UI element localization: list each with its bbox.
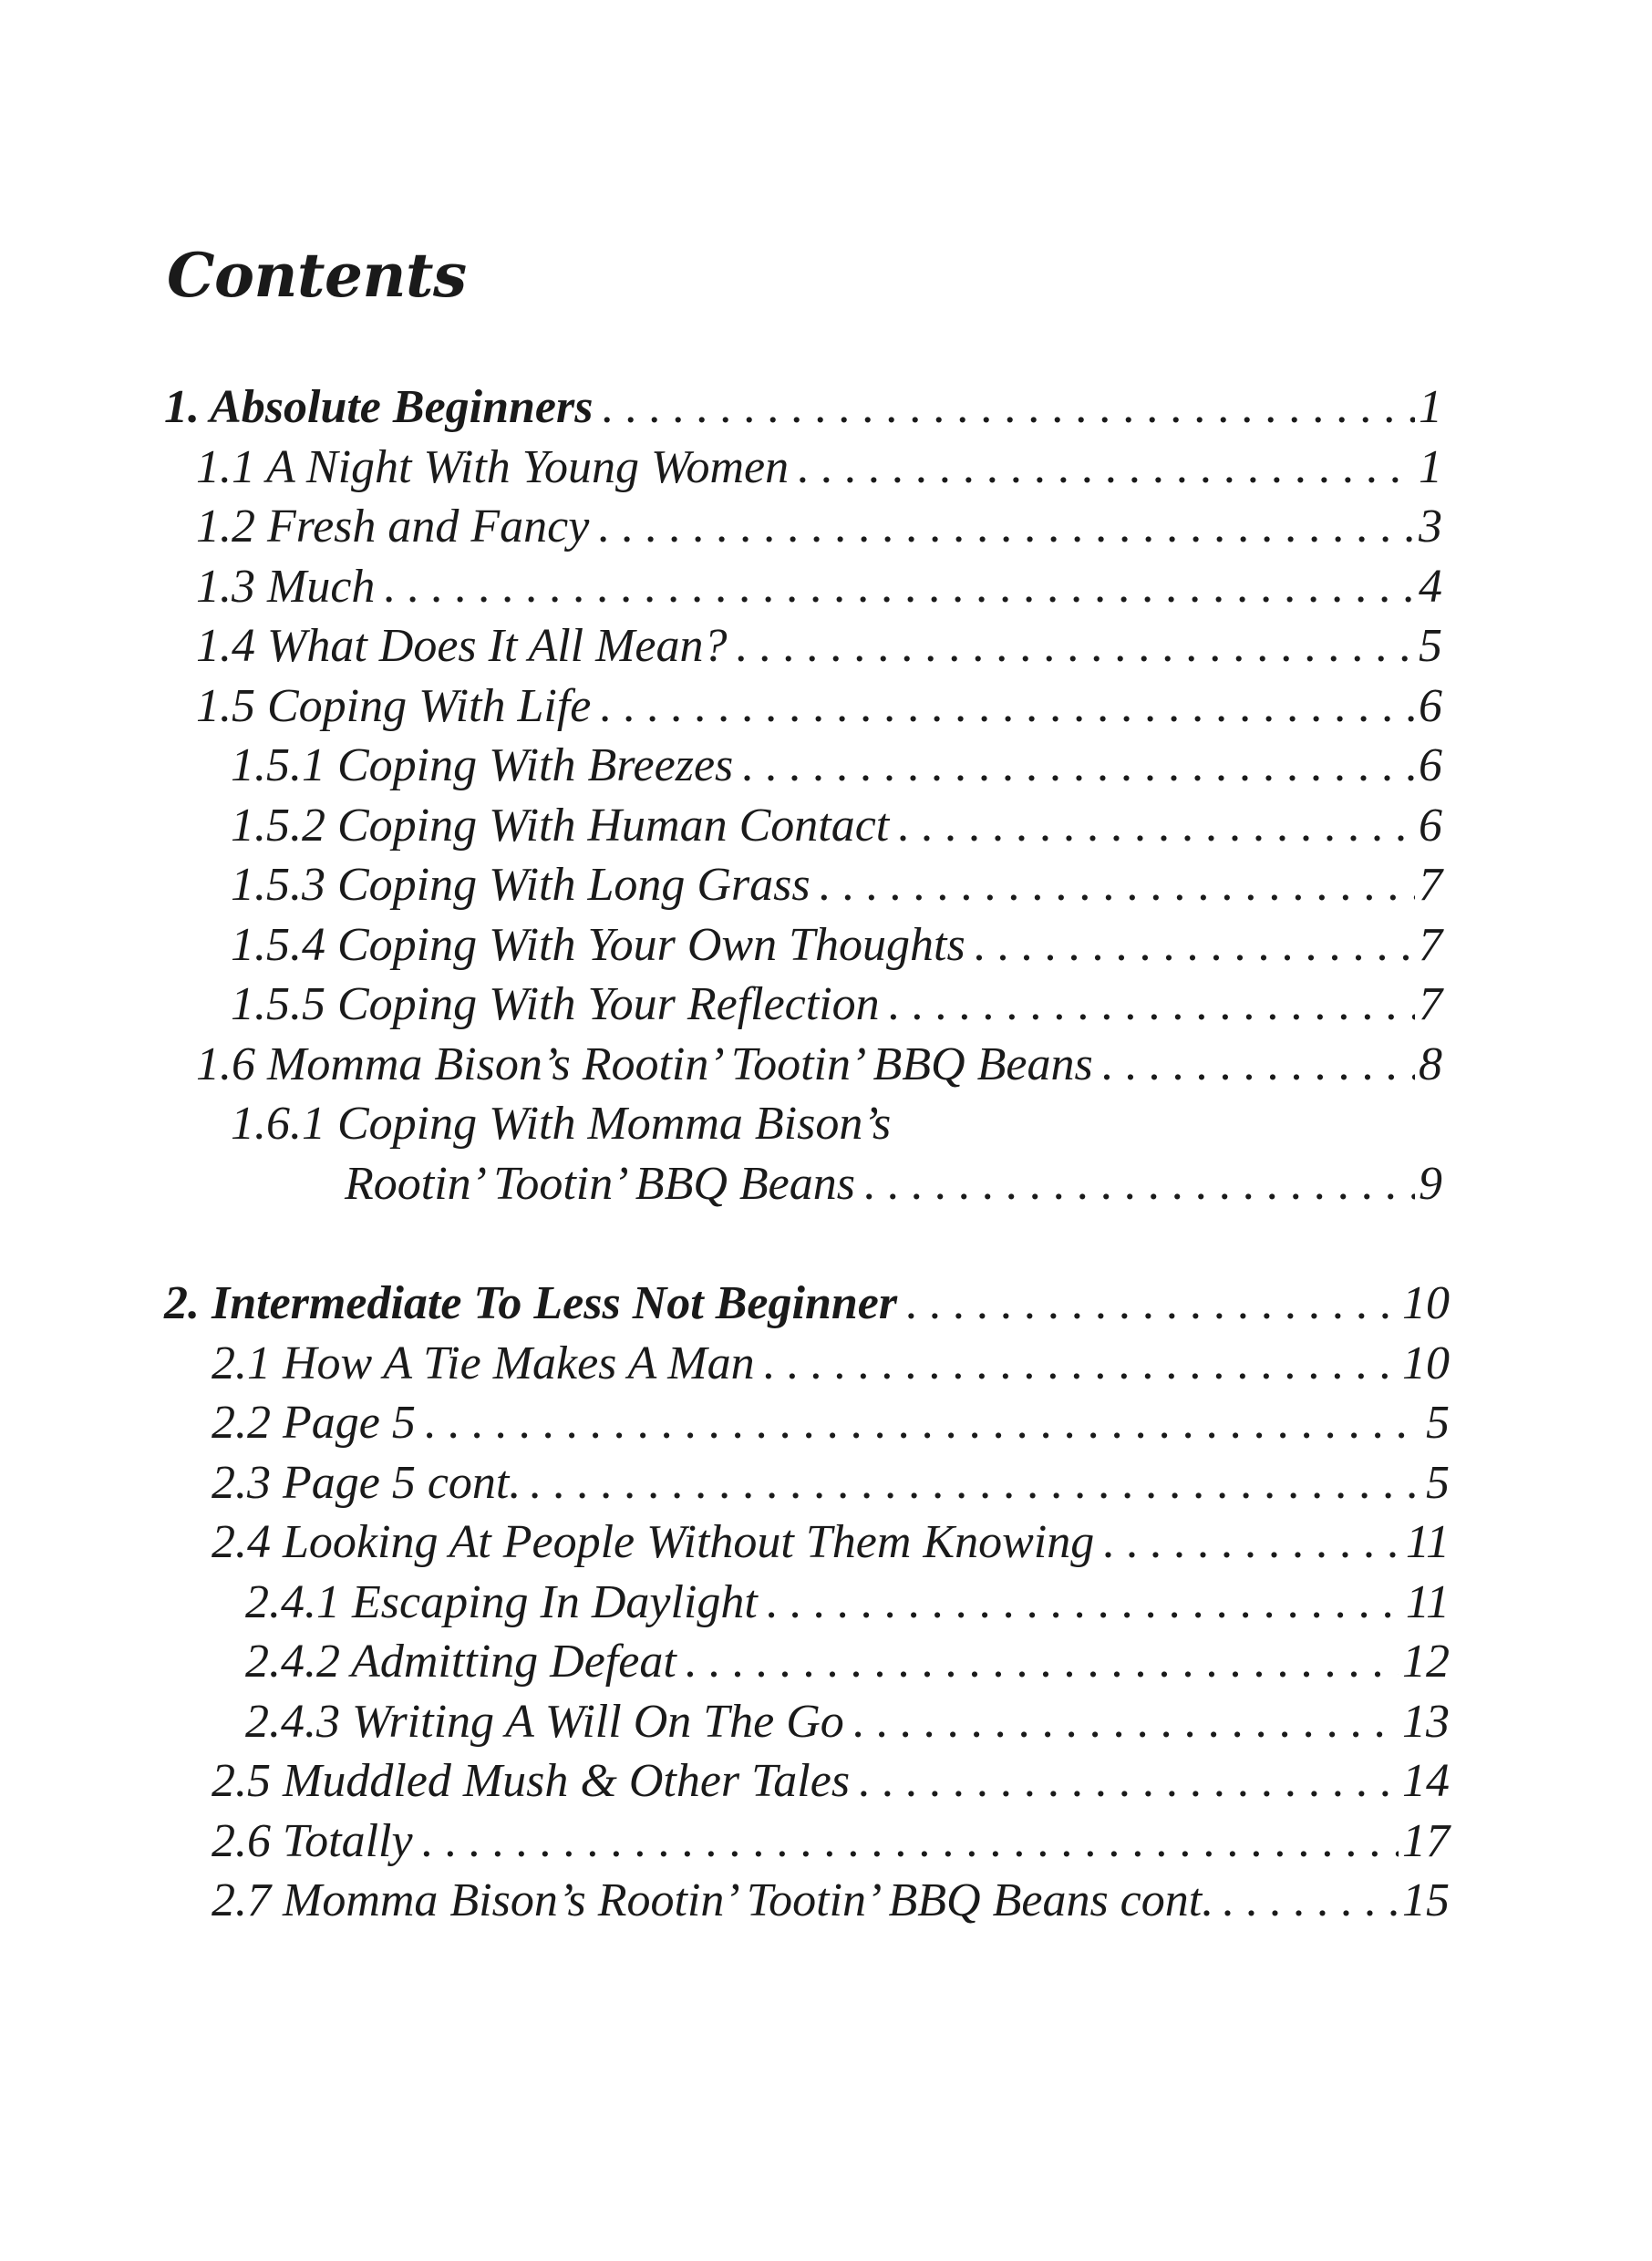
dot-leader: [1103, 1512, 1402, 1573]
dot-leader: [600, 676, 1415, 737]
toc-entry[interactable]: [0, 1453, 1450, 1513]
toc-page-number: 11: [1405, 1575, 1450, 1628]
toc-entry[interactable]: [0, 616, 1442, 676]
toc-entry-label: 2. Intermediate To Less Not Beginner: [164, 1277, 898, 1329]
toc-entry[interactable]: [0, 438, 1442, 498]
toc-page-number: 17: [1402, 1814, 1450, 1867]
toc-entry-label: 1.5.1 Coping With Breezes: [231, 739, 734, 791]
toc-entry-label: 2.6 Totally: [212, 1814, 413, 1867]
toc-entry-label: 2.3 Page 5 cont.: [212, 1456, 521, 1509]
toc-entry-label: 1.5 Coping With Life: [196, 679, 592, 732]
toc-entry-label: 1.5.5 Coping With Your Reflection: [231, 978, 880, 1030]
toc-entry[interactable]: [0, 1334, 1450, 1394]
dot-leader: [422, 1812, 1399, 1872]
toc-page-number: 8: [1419, 1038, 1442, 1090]
toc-page-number: 15: [1402, 1874, 1450, 1926]
dot-leader: [906, 1274, 1399, 1334]
toc-entry-label: 2.4.3 Writing A Will On The Go: [245, 1695, 844, 1748]
toc-entry[interactable]: [0, 676, 1442, 737]
dot-leader: [598, 497, 1415, 557]
toc-entry[interactable]: [0, 1632, 1450, 1692]
toc-page-number: 5: [1426, 1456, 1450, 1509]
page-title: Contents: [167, 240, 467, 311]
toc-entry[interactable]: [0, 1812, 1450, 1872]
toc-entry[interactable]: [0, 1035, 1442, 1095]
dot-leader: [767, 1573, 1402, 1633]
toc-page-number: 1: [1419, 381, 1442, 433]
dot-leader: [1102, 1035, 1415, 1095]
toc-chapter[interactable]: [0, 1274, 1450, 1334]
dot-leader: [384, 557, 1415, 617]
toc-entry-label: 1.3 Much: [196, 560, 376, 613]
toc-page-number: 11: [1405, 1516, 1450, 1568]
toc-entry[interactable]: [0, 855, 1442, 915]
toc-page-number: 13: [1402, 1695, 1450, 1748]
dot-leader: [975, 915, 1415, 976]
dot-leader: [859, 1751, 1399, 1812]
toc-page-number: 9: [1419, 1157, 1442, 1210]
dot-leader: [898, 796, 1415, 856]
toc-page-number: 3: [1419, 501, 1442, 552]
toc-page-number: 4: [1419, 560, 1442, 613]
toc-entry[interactable]: [0, 1393, 1450, 1453]
toc-entry[interactable]: [0, 1692, 1450, 1752]
toc-entry-label: 2.4 Looking At People Without Them Knowing: [212, 1516, 1095, 1568]
dot-leader: [686, 1632, 1399, 1692]
dot-leader: [798, 438, 1415, 498]
toc-entry[interactable]: [0, 1573, 1450, 1633]
dot-leader: [737, 616, 1415, 676]
dot-leader: [425, 1393, 1422, 1453]
toc-chapter[interactable]: [0, 377, 1442, 438]
toc-page-number: 7: [1419, 859, 1442, 911]
toc-page-number: 7: [1419, 918, 1442, 971]
toc-entry[interactable]: [0, 975, 1442, 1035]
toc-entry[interactable]: [0, 736, 1442, 796]
toc-entry-label: 2.4.1 Escaping In Daylight: [245, 1575, 758, 1628]
toc-entry-first-line[interactable]: [0, 1094, 1442, 1154]
dot-leader: [764, 1334, 1399, 1394]
dot-leader: [603, 377, 1416, 438]
toc-entry-label: 1.1 A Night With Young Women: [196, 440, 790, 493]
toc-entry-label: 1.5.4 Coping With Your Own Thoughts: [231, 918, 965, 971]
toc-entry-label: 1. Absolute Beginners: [164, 381, 594, 433]
toc-entry[interactable]: [0, 1751, 1450, 1812]
toc-entry-label: 2.7 Momma Bison’s Rootin’ Tootin’ BBQ Beans cont.: [212, 1874, 1214, 1926]
toc-entry[interactable]: [0, 497, 1442, 557]
toc-entry[interactable]: [0, 796, 1442, 856]
toc-entry-label: 1.2 Fresh and Fancy: [196, 501, 590, 552]
dot-leader: [864, 1154, 1415, 1214]
dot-leader: [853, 1692, 1399, 1752]
toc-entry-continuation[interactable]: [0, 1154, 1442, 1214]
toc-entry-label: 1.4 What Does It All Mean?: [196, 620, 728, 672]
dot-leader: [742, 736, 1415, 796]
dot-leader: [820, 855, 1415, 915]
toc-entry-label: 2.2 Page 5: [212, 1397, 416, 1449]
toc-page-number: 10: [1402, 1337, 1450, 1389]
toc-page-number: 5: [1426, 1397, 1450, 1449]
toc-entry[interactable]: [0, 557, 1442, 617]
table-of-contents: [0, 377, 1652, 1931]
toc-entry-label: 2.5 Muddled Mush & Other Tales: [212, 1755, 851, 1807]
dot-leader: [889, 975, 1415, 1035]
toc-entry-label: 2.1 How A Tie Makes A Man: [212, 1337, 755, 1389]
dot-leader: [1223, 1871, 1399, 1931]
toc-page-number: 6: [1419, 799, 1442, 852]
toc-entry[interactable]: [0, 1512, 1450, 1573]
toc-entry[interactable]: [0, 915, 1442, 976]
toc-page-number: 7: [1419, 978, 1442, 1030]
toc-entry-label: 2.4.2 Admitting Defeat: [245, 1636, 676, 1688]
toc-page-number: 12: [1402, 1636, 1450, 1688]
toc-entry-label: 1.6.1 Coping With Momma Bison’s: [231, 1098, 892, 1150]
toc-page-number: 6: [1419, 679, 1442, 732]
toc-entry[interactable]: [0, 1871, 1450, 1931]
toc-entry-label: 1.5.3 Coping With Long Grass: [231, 859, 811, 911]
toc-entry-label: 1.6 Momma Bison’s Rootin’ Tootin’ BBQ Beans: [196, 1038, 1093, 1090]
toc-page-number: 6: [1419, 739, 1442, 791]
toc-entry-label: 1.5.2 Coping With Human Contact: [231, 799, 890, 852]
toc-page-number: 10: [1402, 1277, 1450, 1329]
toc-page-number: 1: [1419, 440, 1442, 493]
dot-leader: [530, 1453, 1422, 1513]
toc-page-number: 5: [1419, 620, 1442, 672]
toc-entry-label-continued: Rootin’ Tootin’ BBQ Beans: [345, 1157, 855, 1210]
toc-page-number: 14: [1402, 1755, 1450, 1807]
